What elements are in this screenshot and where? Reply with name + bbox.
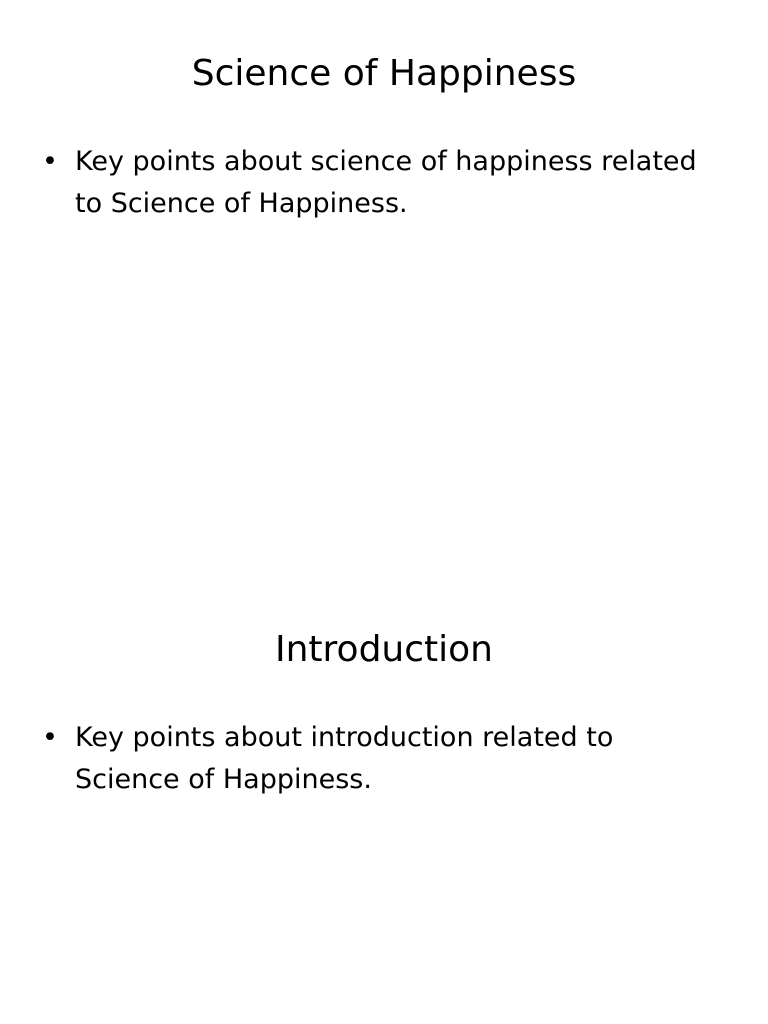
slide-title: Science of Happiness bbox=[191, 53, 577, 94]
bullet-item bbox=[42, 717, 722, 801]
bullet-text: Key points about science of happiness related to Science of Happiness. bbox=[75, 146, 697, 219]
bullet-item bbox=[42, 141, 722, 225]
bullet-list bbox=[42, 717, 722, 801]
slide-2 bbox=[0, 576, 768, 1024]
bullet-icon: • bbox=[42, 146, 58, 177]
bullet-list bbox=[42, 141, 722, 225]
slide-title: Introduction bbox=[274, 629, 493, 670]
bullet-icon: • bbox=[42, 722, 58, 753]
bullet-text: Key points about introduction related to Science of Happiness. bbox=[75, 722, 614, 795]
